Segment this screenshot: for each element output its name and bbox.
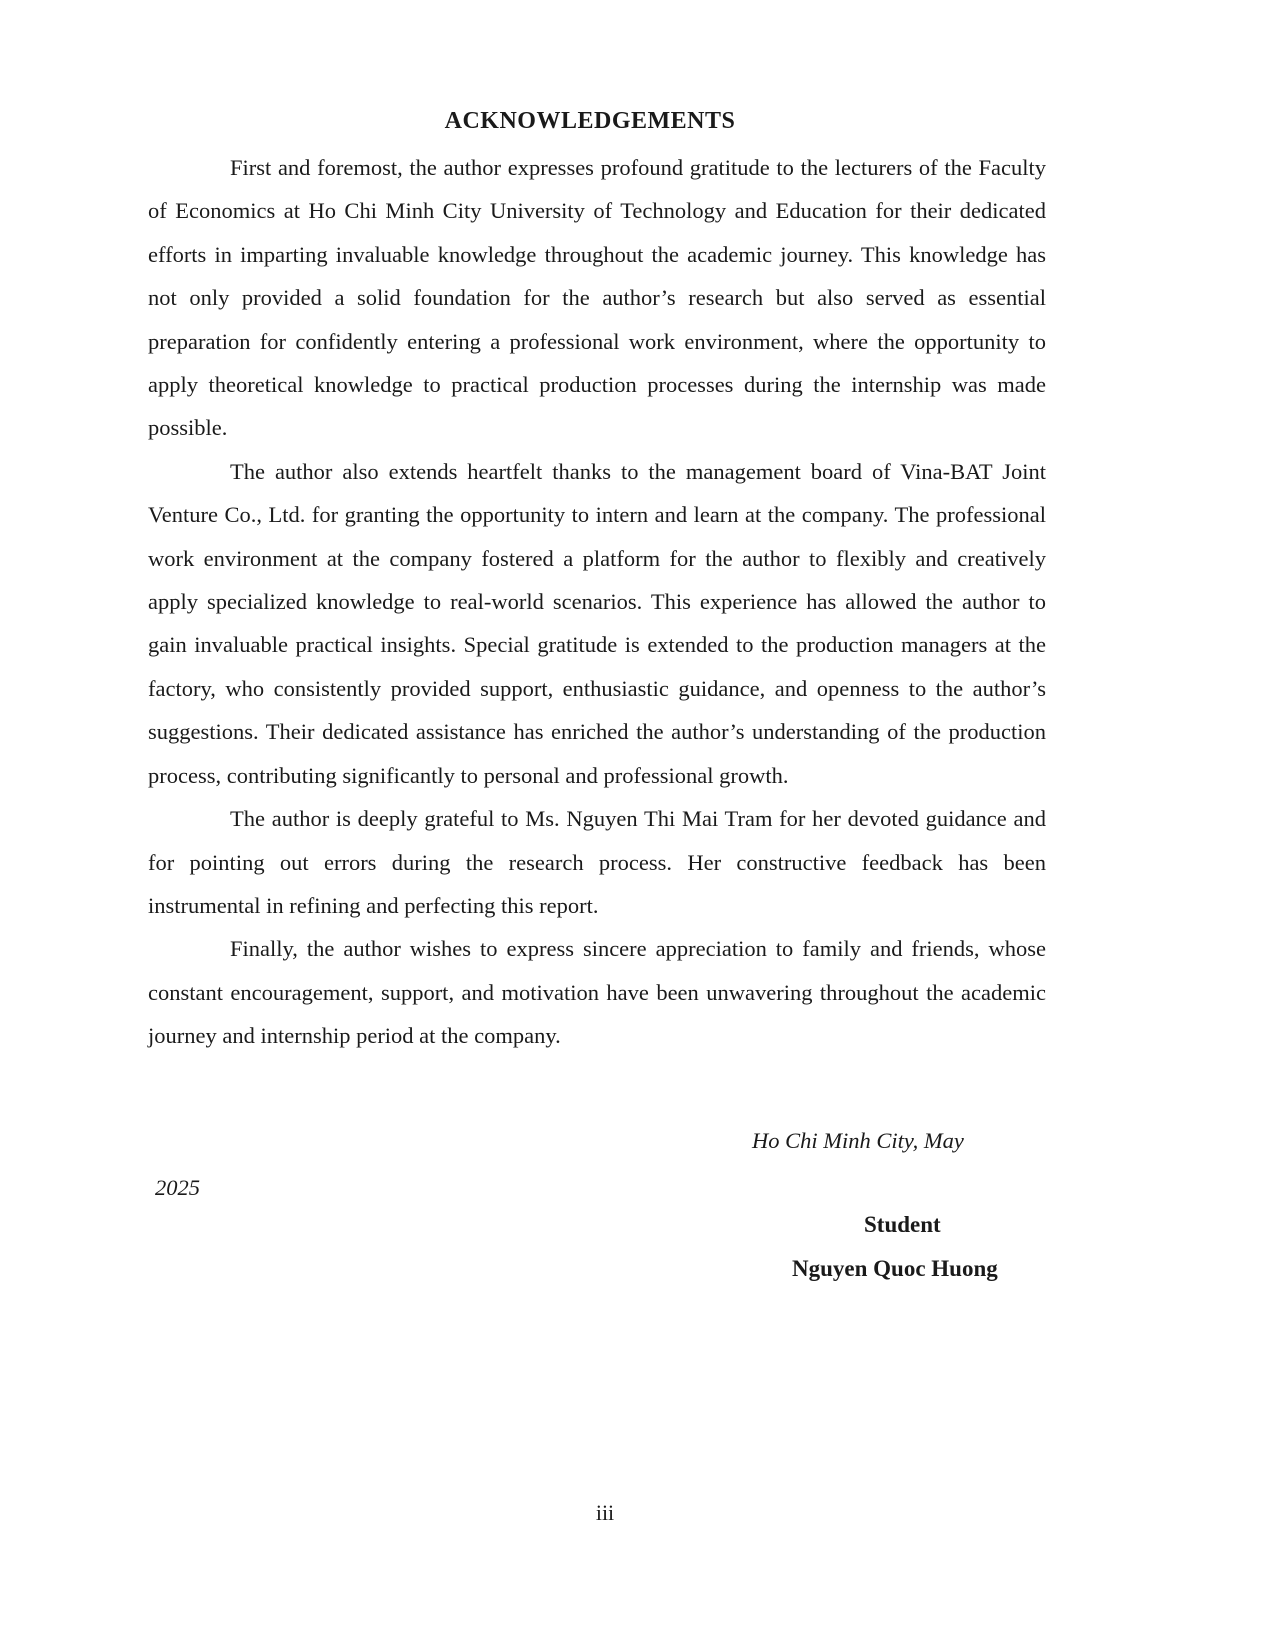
page-title: ACKNOWLEDGEMENTS (444, 108, 736, 134)
signature-name: Nguyen Quoc Huong (792, 1256, 998, 1281)
page-number: iii (595, 1500, 615, 1525)
place-date: Ho Chi Minh City, May (752, 1128, 964, 1153)
paragraph-supervisor: The author is deeply grateful to Ms. Nguyen Thi Mai Tram for her devoted guidance and for pointing out errors during the research process. Her constructive feedback has been instrumental in refining and perfecting this report. (148, 806, 1046, 918)
paragraph-family: Finally, the author wishes to express sincere appreciation to family and friends, whose constant encouragement, support, and motivation have been unwavering throughout the academic journey and internship period at the company. (148, 936, 1046, 1049)
date-year: 2025 (155, 1175, 200, 1200)
paragraph-lecturers: First and foremost, the author expresses profound gratitude to the lecturers of the Faculty of Economics at Ho Chi Minh City University of Technology and Education for their dedicated efforts in imparting invaluable knowledge throughout the academic journey. This knowledge has not only provided a solid foundation for the author’s research but also served as essential preparation for confidently entering a professional work environment, where the opportunity to apply theoretical knowledge to practical production processes during the internship was made possible. (148, 155, 1046, 441)
acknowledgements-body (148, 146, 1046, 1058)
signature-role: Student (864, 1212, 941, 1237)
paragraph-company: The author also extends heartfelt thanks to the management board of Vina-BAT Joint Venture Co., Ltd. for granting the opportunity to intern and learn at the company. The professional work environment at the company fostered a platform for the author to flexibly and creatively apply specialized knowledge to real-world scenarios. This experience has allowed the author to gain invaluable practical insights. Special gratitude is extended to the production managers at the factory, who consistently provided support, enthusiastic guidance, and openness to the author’s suggestions. Their dedicated assistance has enriched the author’s understanding of the production process, contributing significantly to personal and professional growth. (148, 458, 1046, 788)
